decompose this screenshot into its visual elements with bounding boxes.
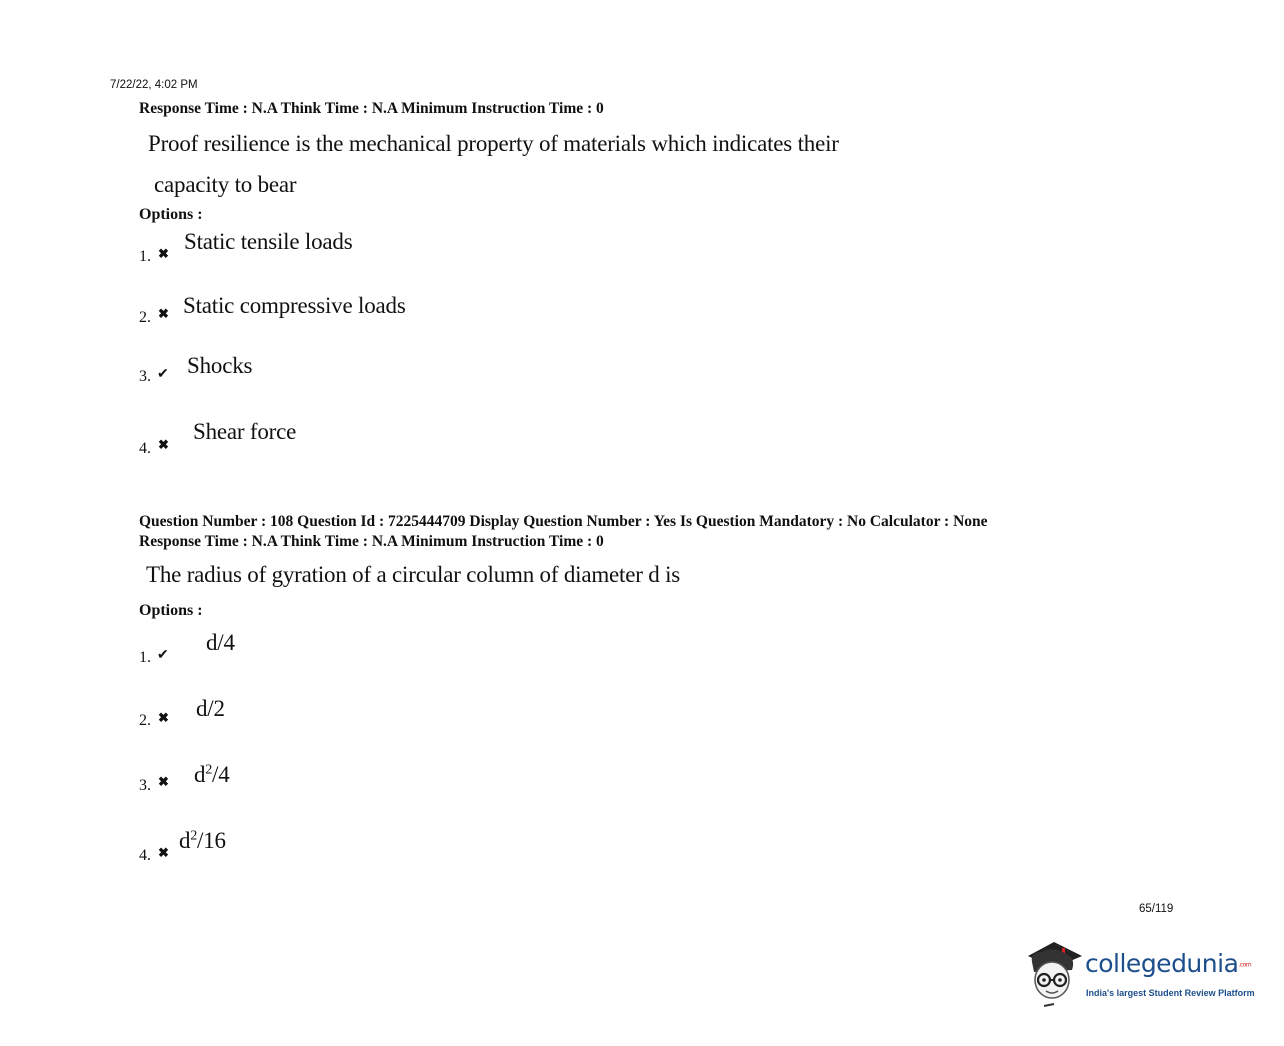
cross-icon: ✖ [158, 710, 169, 725]
logo-mascot-icon [1024, 938, 1086, 1008]
q2-text: The radius of gyration of a circular column of diameter d is [146, 562, 681, 587]
q2-meta-line1: Question Number : 108 Question Id : 7225444709 Display Question Number : Yes Is Question Mandatory : No Calculator : None [139, 513, 988, 530]
logo-suffix: .com [1238, 961, 1252, 969]
q1-text-line1: Proof resilience is the mechanical property of materials which indicates their [148, 131, 839, 156]
cross-icon: ✖ [158, 246, 169, 261]
cross-icon: ✖ [158, 845, 169, 860]
page-number: 65/119 [1139, 903, 1174, 915]
option-number: 2. [139, 309, 151, 326]
timestamp: 7/22/22, 4:02 PM [110, 79, 198, 91]
check-icon: ✔ [157, 367, 169, 382]
option-number: 2. [139, 712, 151, 729]
q2-meta-line2: Response Time : N.A Think Time : N.A Minimum Instruction Time : 0 [139, 533, 604, 550]
q2-options-label: Options : [139, 602, 203, 619]
option-text: Static tensile loads [184, 229, 353, 254]
option-number: 3. [139, 777, 151, 794]
option-text: $d^2/16$ [179, 827, 226, 853]
q1-text-line2: capacity to bear [154, 172, 297, 197]
cross-icon: ✖ [158, 306, 169, 321]
q1-meta-line: Response Time : N.A Think Time : N.A Minimum Instruction Time : 0 [139, 100, 604, 117]
logo-tagline: India's largest Student Review Platform [1086, 988, 1255, 998]
cross-icon: ✖ [158, 774, 169, 789]
option-text: d/4 [206, 630, 235, 655]
cross-icon: ✖ [158, 437, 169, 452]
q1-options-label: Options : [139, 206, 203, 223]
option-number: 4. [139, 440, 151, 457]
check-icon: ✔ [157, 648, 169, 663]
option-number: 4. [139, 847, 151, 864]
option-number: 1. [139, 248, 151, 265]
option-text: Shocks [187, 353, 253, 378]
option-number: 1. [139, 649, 151, 666]
option-number: 3. [139, 368, 151, 385]
option-text: $d^2/4$ [194, 761, 230, 787]
option-text: d/2 [196, 696, 225, 721]
logo-wordmark: collegedunia.com [1085, 949, 1252, 978]
option-text: Shear force [193, 419, 297, 444]
option-text: Static compressive loads [183, 293, 406, 318]
